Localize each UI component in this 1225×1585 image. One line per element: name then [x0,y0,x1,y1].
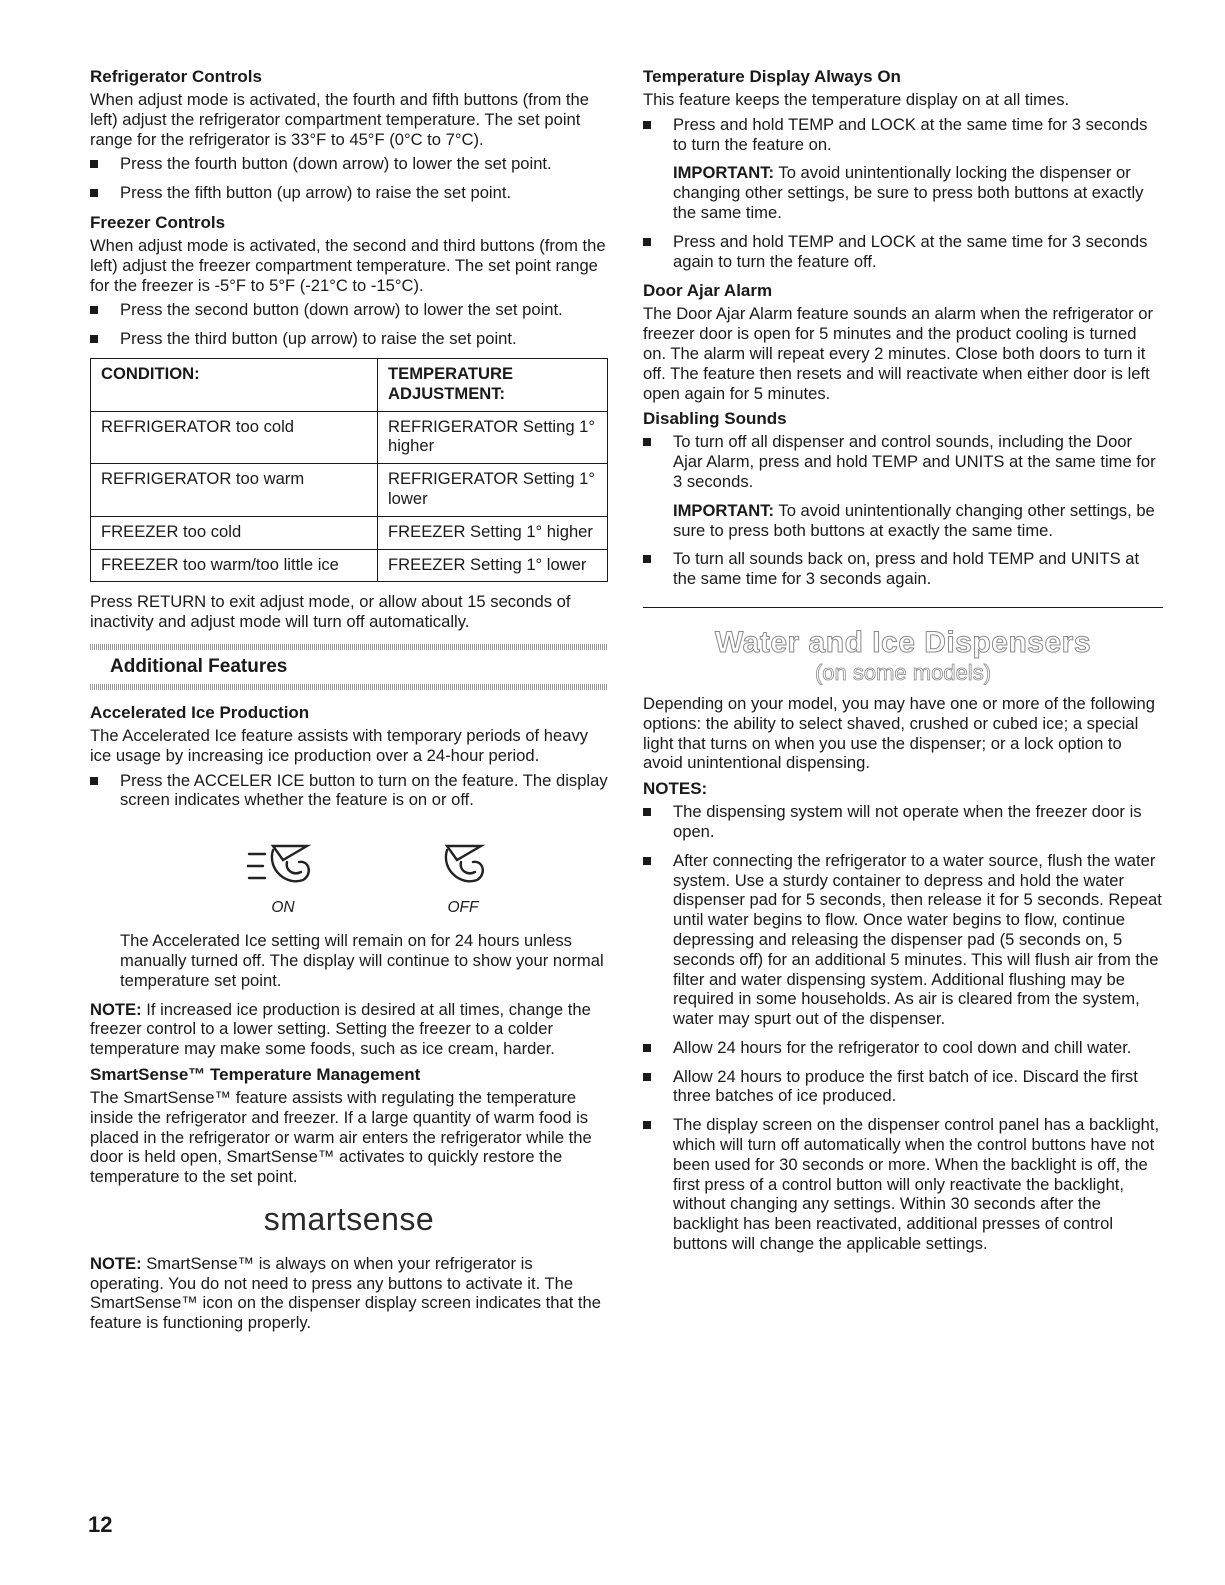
list-item: The dispensing system will not operate when the freezer door is open. [643,802,1163,842]
accelerated-ice-icons [138,840,608,917]
water-ice-title: Water and Ice Dispensers [714,625,1092,659]
page-number: 12 [88,1512,113,1537]
table-row [91,464,608,517]
list-item: Press and hold TEMP and LOCK at the same time for 3 seconds again to turn the feature off. [643,232,1163,272]
note-text: If increased ice production is desired at all times, change the freezer control to a lower setting. Setting the freezer to a colder temperature may make some foods, such as ice cream, harder. [90,999,591,1059]
ice-on-icon [247,840,319,890]
list-item: Press and hold TEMP and LOCK at the same time for 3 seconds to turn the feature on. [643,115,1163,155]
list-item: To turn off all dispenser and control sounds, including the Door Ajar Alarm, press and hold TEMP and UNITS at the same time for 3 seconds. [643,432,1163,491]
accelerated-ice-note [90,1000,608,1059]
note-label: NOTE: [90,999,142,1019]
additional-features-section [90,644,608,690]
temperature-adjustment-table [90,358,608,582]
ice-on-indicator [223,840,343,917]
accelerated-ice-heading: Accelerated Ice Production [90,702,310,722]
list-item: To turn all sounds back on, press and hold TEMP and UNITS at the same time for 3 seconds again. [643,549,1163,589]
refrigerator-controls-heading: Refrigerator Controls [90,67,262,86]
list-item: After connecting the refrigerator to a water source, flush the water system. Use a sturdy container to depress and hold the water dispenser pad for 5 seconds, then release it for 5 seconds. Repeat until water begins to flow. Once water begins to flow, continue depressing and releasing the dispenser pad (5 seconds on, 5 seconds off) for an additional 5 minutes. This will flush air from the filter and water dispensing system. Additional flushing may be required in some households. As air is cleared from the system, water may spurt out of the dispenser. [643,851,1163,1029]
important-label: IMPORTANT: [673,500,775,520]
notes-heading: NOTES: [643,779,708,799]
smartsense-heading: SmartSense™ Temperature Management [90,1064,421,1084]
list-item: The display screen on the dispenser control panel has a backlight, which will turn off automatically when the control buttons have not been used for 30 seconds or more. When the backlight is off, the first press of a control button will only reactivate the backlight, without changing any settings. Within 30 seconds after the backlight has been reactivated, additional presses of control buttons will change the applicable settings. [643,1115,1163,1254]
smartsense-body: The SmartSense™ feature assists with regulating the temperature inside the refrigerator and freezer. If a large quantity of warm food is placed in the refrigerator or warm air enters the refrigerator while the door is held open, SmartSense™ activates to quickly restore the temperature to the set point. [90,1087,592,1187]
table-cell: REFRIGERATOR Setting 1° lower [378,464,608,517]
table-cell: FREEZER too cold [91,516,378,549]
water-ice-subtitle: (on some models) [814,659,992,685]
disabling-sounds-heading: Disabling Sounds [643,409,787,429]
list-item: Press the second button (down arrow) to lower the set point. [90,300,608,320]
table-row [91,411,608,464]
important-note [643,163,1163,222]
list-item: Allow 24 hours to produce the first batch of ice. Discard the first three batches of ice produced. [643,1067,1163,1107]
door-ajar-heading: Door Ajar Alarm [643,281,773,301]
table-cell: FREEZER Setting 1° higher [378,516,608,549]
section-divider [643,607,1163,608]
table-cell: REFRIGERATOR too cold [91,411,378,464]
icon-caption-off: OFF [447,899,479,917]
door-ajar-body: The Door Ajar Alarm feature sounds an alarm when the refrigerator or freezer door is open for 5 minutes and the product cooling is turned on. The alarm will repeat every 2 minutes. Close both doors to turn it off. The feature then resets and will reactivate when either door is left open again for 5 minutes. [643,304,1154,403]
accelerated-ice-duration: The Accelerated Ice setting will remain on for 24 hours unless manually turned off. The display will continue to show your normal temperature set point. [120,931,604,990]
note-label: NOTE: [90,1253,142,1273]
table-cell: FREEZER Setting 1° lower [378,549,608,582]
important-text: To avoid unintentionally changing other settings, be sure to press both buttons at exactly the same time. [673,500,1155,540]
section-divider [90,644,608,650]
smartsense-note [90,1254,608,1333]
list-item: Press the ACCELER ICE button to turn on the feature. The display screen indicates whether the feature is on or off. [90,771,608,811]
freezer-controls-heading: Freezer Controls [90,212,226,232]
left-column [90,66,608,1338]
table-cell: REFRIGERATOR Setting 1° higher [378,411,608,464]
important-note [643,501,1163,541]
ice-off-indicator [403,840,523,917]
table-row [91,516,608,549]
table-header: CONDITION: [91,358,378,411]
refrigerator-controls-body: When adjust mode is activated, the fourth and fifth buttons (from the left) adjust the refrigerator compartment temperature. The set point range for the refrigerator is 33°F to 45°F (0°C to 7°C). [90,90,590,149]
freezer-controls-body: When adjust mode is activated, the second and third buttons (from the left) adjust the freezer compartment temperature. The set point range for the freezer is -5°F to 5°F (-21°C to -15°C). [90,235,606,295]
list-item: Allow 24 hours for the refrigerator to cool down and chill water. [643,1038,1163,1058]
list-item: Press the fourth button (down arrow) to lower the set point. [90,154,608,174]
return-instructions: Press RETURN to exit adjust mode, or allow about 15 seconds of inactivity and adjust mode will turn off automatically. [90,592,571,632]
accelerated-ice-body: The Accelerated Ice feature assists with temporary periods of heavy ice usage by increasing ice production over a 24-hour period. [90,725,589,765]
important-label: IMPORTANT: [673,163,775,183]
important-text: To avoid unintentionally locking the dispenser or changing other settings, be sure to press both buttons at exactly the same time. [673,163,1144,222]
ice-off-icon [427,840,499,890]
icon-caption-on: ON [271,899,295,917]
temp-display-heading: Temperature Display Always On [643,67,901,86]
table-cell: REFRIGERATOR too warm [91,464,378,517]
additional-features-title: Additional Features [110,655,288,677]
smartsense-logo: smartsense [263,1200,435,1237]
right-column [643,66,1163,1263]
table-header-row [91,358,608,411]
table-cell: FREEZER too warm/too little ice [91,549,378,582]
table-row [91,549,608,582]
temp-display-body: This feature keeps the temperature display on at all times. [643,90,1070,109]
list-item: Press the third button (up arrow) to raise the set point. [90,329,608,349]
list-item: Press the fifth button (up arrow) to raise the set point. [90,183,608,203]
table-header: TEMPERATURE ADJUSTMENT: [378,358,608,411]
note-text: SmartSense™ is always on when your refrigerator is operating. You do not need to press any buttons to activate it. The SmartSense™ icon on the dispenser display screen indicates that the feature is functioning properly. [90,1253,602,1333]
section-divider [90,684,608,690]
water-ice-body: Depending on your model, you may have one or more of the following options: the ability to select shaved, crushed or cubed ice; a special light that turns on when you use the dispenser; or a lock option to avoid unintentional dispensing. [643,693,1155,773]
